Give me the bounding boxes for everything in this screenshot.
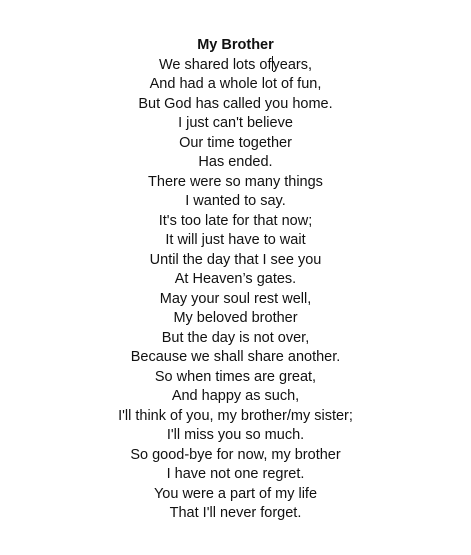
poem-line: I'll miss you so much. xyxy=(166,427,305,443)
poem-line: There were so many things xyxy=(148,173,323,190)
poem-line: I have not one regret. xyxy=(166,466,305,482)
poem-line: Has ended. xyxy=(198,154,273,170)
poem-line: So when times are great, xyxy=(154,368,317,385)
poem-line: You were a part of my life xyxy=(153,485,318,502)
poem-line: It will just have to wait xyxy=(165,232,306,248)
poem-line: So good-bye for now, my brother xyxy=(130,446,341,463)
poem-line: But God has called you home. xyxy=(138,95,333,112)
poem-line: My beloved brother xyxy=(173,310,298,326)
poem-line: It's too late for that now; xyxy=(158,212,313,229)
poem-line: I wanted to say. xyxy=(185,193,286,209)
poem-line: That I'll never forget. xyxy=(169,505,302,521)
poem xyxy=(0,36,471,524)
poem-line: Because we shall share another. xyxy=(130,349,341,365)
poem-line: I'll think of you, my brother/my sister; xyxy=(118,407,353,424)
poem-line xyxy=(0,56,471,76)
poem-line: I just can't believe xyxy=(178,115,293,131)
poem-line: Until the day that I see you xyxy=(149,251,322,268)
poem-line-text: We shared lots of xyxy=(158,56,272,73)
poem-line: Our time together xyxy=(179,134,292,151)
poem-line-text: years, xyxy=(272,56,313,73)
poem-line: And happy as such, xyxy=(171,388,300,404)
poem-line: At Heaven’s gates. xyxy=(174,271,297,287)
poem-line: But the day is not over, xyxy=(161,329,310,346)
poem-title: My Brother xyxy=(197,37,274,53)
poem-line: May your soul rest well, xyxy=(159,290,312,307)
poem-line: And had a whole lot of fun, xyxy=(149,76,322,92)
